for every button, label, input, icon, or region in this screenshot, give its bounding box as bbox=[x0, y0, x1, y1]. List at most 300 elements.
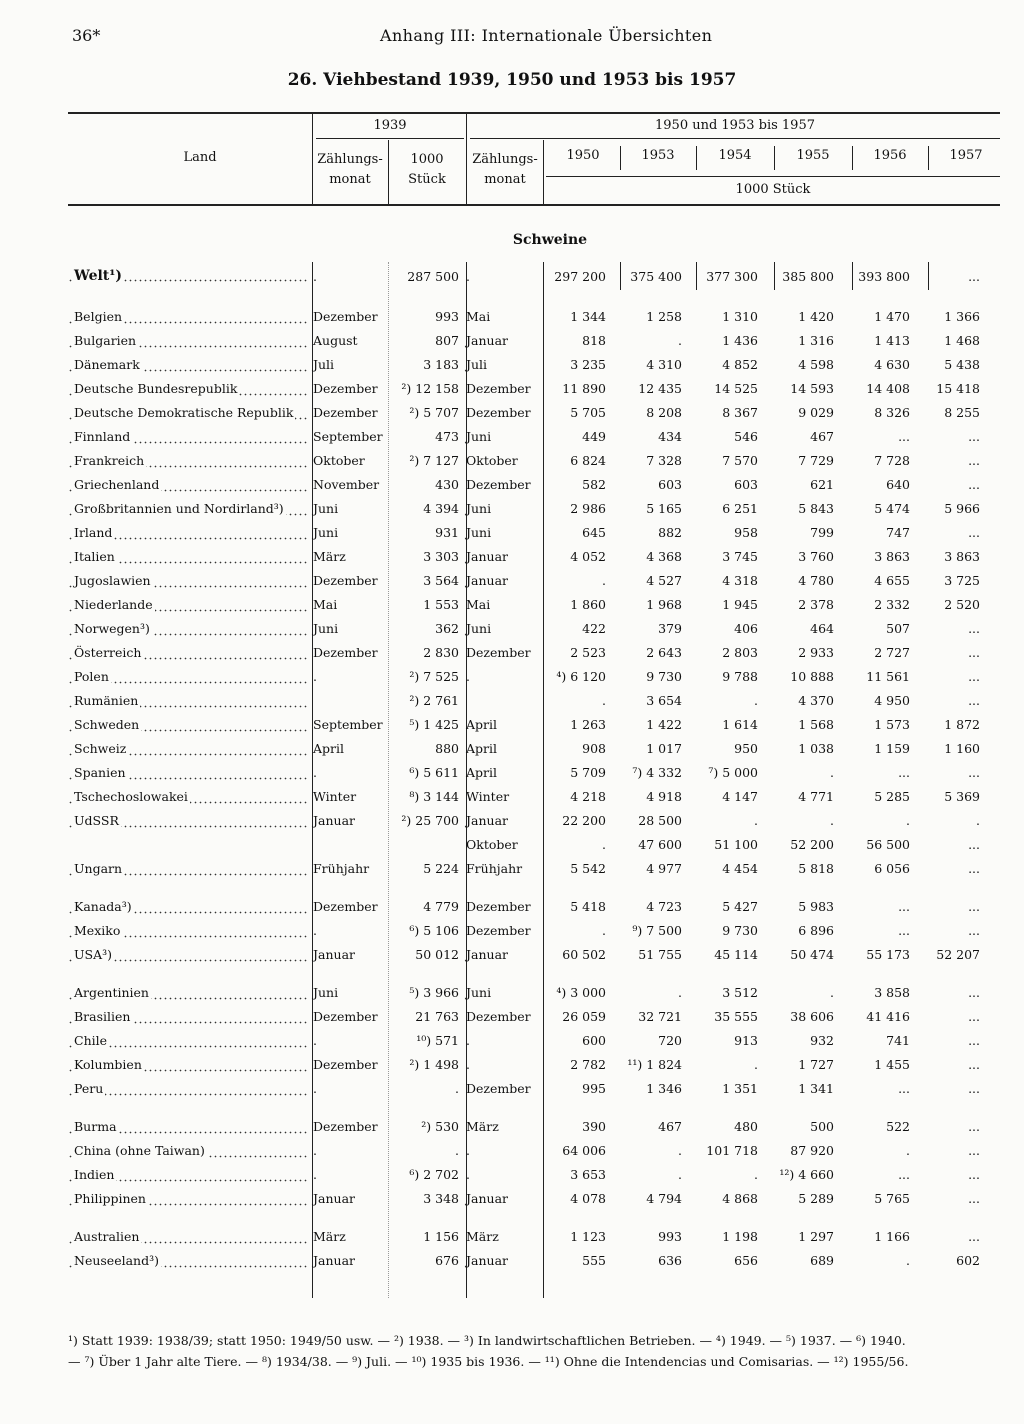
table-row bbox=[68, 640, 994, 664]
value-cell: ¹⁰) 571 bbox=[416, 1032, 459, 1048]
month-cell: Winter bbox=[313, 788, 357, 804]
country-cell bbox=[68, 1004, 309, 1028]
value-cell: 913 bbox=[734, 1032, 758, 1048]
value-cell: . bbox=[830, 984, 834, 1000]
value-cell: 4 527 bbox=[646, 572, 682, 588]
value-cell: 4 630 bbox=[874, 356, 910, 372]
table-row bbox=[68, 568, 994, 592]
value-cell: ²) 12 158 bbox=[401, 380, 459, 396]
value-cell: . bbox=[830, 764, 834, 780]
value-cell: 4 454 bbox=[722, 860, 758, 876]
value-cell: 4 779 bbox=[423, 898, 459, 914]
month-cell: März bbox=[466, 1228, 499, 1244]
value-cell: 1 310 bbox=[722, 308, 758, 324]
value-cell: ⁸) 3 144 bbox=[409, 788, 459, 804]
country-label: Norwegen³) bbox=[74, 620, 150, 636]
country-label: China (ohne Taiwan) bbox=[74, 1142, 205, 1158]
value-cell: 4 868 bbox=[722, 1190, 758, 1206]
table-row bbox=[68, 1052, 994, 1076]
value-cell: 993 bbox=[435, 308, 459, 324]
value-cell: 8 326 bbox=[874, 404, 910, 420]
value-cell: 4 394 bbox=[423, 500, 459, 516]
value-cell: 287 500 bbox=[407, 268, 459, 284]
value-cell: ⁴) 3 000 bbox=[556, 984, 606, 1000]
value-cell: ⁷) 4 332 bbox=[632, 764, 682, 780]
value-cell: 2 830 bbox=[423, 644, 459, 660]
value-cell: ... bbox=[968, 268, 980, 284]
value-cell bbox=[386, 832, 462, 856]
country-cell bbox=[68, 942, 309, 966]
value-cell: 1 470 bbox=[874, 308, 910, 324]
value-cell: 32 721 bbox=[638, 1008, 682, 1024]
value-cell: 5 285 bbox=[874, 788, 910, 804]
value-cell: 9 029 bbox=[798, 404, 834, 420]
value-cell: 362 bbox=[435, 620, 459, 636]
value-cell: 1 297 bbox=[798, 1228, 834, 1244]
country-cell bbox=[68, 544, 309, 568]
country-label: Neuseeland³) bbox=[74, 1252, 159, 1268]
value-cell: 56 500 bbox=[866, 836, 910, 852]
month-cell: Juni bbox=[313, 620, 339, 636]
row-spacer bbox=[68, 966, 994, 980]
value-cell: 38 606 bbox=[790, 1008, 834, 1024]
value-cell: 1 017 bbox=[646, 740, 682, 756]
table-header-bottom-rule bbox=[68, 204, 1000, 206]
month-cell: . bbox=[466, 668, 470, 684]
value-cell: ... bbox=[898, 898, 910, 914]
value-cell: ... bbox=[898, 922, 910, 938]
country-cell bbox=[68, 1052, 309, 1076]
value-cell: ... bbox=[968, 860, 980, 876]
value-cell: 3 235 bbox=[570, 356, 606, 372]
country-label: Indien bbox=[74, 1166, 115, 1182]
value-cell: ... bbox=[968, 984, 980, 1000]
value-cell: 4 780 bbox=[798, 572, 834, 588]
month-cell: März bbox=[466, 1118, 499, 1134]
country-label: Kanada³) bbox=[74, 898, 132, 914]
value-cell: 818 bbox=[582, 332, 606, 348]
value-cell: ... bbox=[968, 1032, 980, 1048]
month-cell: April bbox=[466, 740, 497, 756]
value-cell: ⁶) 5 611 bbox=[409, 764, 459, 780]
country-cell bbox=[68, 832, 309, 856]
value-cell: 430 bbox=[435, 476, 459, 492]
country-cell bbox=[68, 376, 309, 400]
value-cell: 297 200 bbox=[554, 268, 606, 284]
value-cell: 522 bbox=[886, 1118, 910, 1134]
country-label: Chile bbox=[74, 1032, 108, 1048]
value-cell: 621 bbox=[810, 476, 834, 492]
month-cell: November bbox=[313, 476, 380, 492]
value-cell: 60 502 bbox=[562, 946, 606, 962]
value-cell: 689 bbox=[810, 1252, 834, 1268]
value-cell: 406 bbox=[734, 620, 758, 636]
value-cell: 4 950 bbox=[874, 692, 910, 708]
table-row bbox=[68, 760, 994, 784]
table-row bbox=[68, 1004, 994, 1028]
value-cell: 1 263 bbox=[570, 716, 606, 732]
month-cell: Mai bbox=[466, 308, 491, 324]
value-cell: 22 200 bbox=[562, 812, 606, 828]
value-cell: 7 729 bbox=[798, 452, 834, 468]
value-cell: 3 654 bbox=[646, 692, 682, 708]
value-cell: 9 788 bbox=[722, 668, 758, 684]
value-cell: 3 858 bbox=[874, 984, 910, 1000]
value-cell: 379 bbox=[658, 620, 682, 636]
value-cell: 51 100 bbox=[714, 836, 758, 852]
value-cell: 4 723 bbox=[646, 898, 682, 914]
value-cell: 3 348 bbox=[423, 1190, 459, 1206]
value-cell: 5 165 bbox=[646, 500, 682, 516]
page-number: 36* bbox=[72, 26, 101, 45]
table-row bbox=[68, 808, 994, 832]
value-cell: 1 344 bbox=[570, 308, 606, 324]
value-cell: 6 056 bbox=[874, 860, 910, 876]
value-cell: 645 bbox=[582, 524, 606, 540]
value-cell: 4 918 bbox=[646, 788, 682, 804]
value-cell: 602 bbox=[956, 1252, 980, 1268]
month-cell: März bbox=[313, 548, 346, 564]
value-cell: 6 824 bbox=[570, 452, 606, 468]
value-cell: 26 059 bbox=[562, 1008, 606, 1024]
value-cell: 4 052 bbox=[570, 548, 606, 564]
country-cell bbox=[68, 894, 309, 918]
country-label: Österreich bbox=[74, 644, 142, 660]
country-label: Dänemark bbox=[74, 356, 140, 372]
month-cell: Januar bbox=[466, 332, 508, 348]
value-cell: 390 bbox=[582, 1118, 606, 1134]
value-cell: 958 bbox=[734, 524, 758, 540]
value-cell: 950 bbox=[734, 740, 758, 756]
value-cell: ... bbox=[968, 428, 980, 444]
table-top-rule bbox=[68, 112, 1000, 114]
value-cell: ... bbox=[968, 1142, 980, 1158]
value-cell: 2 332 bbox=[874, 596, 910, 612]
value-cell: 5 438 bbox=[944, 356, 980, 372]
country-cell bbox=[68, 1076, 309, 1100]
month-cell: . bbox=[313, 268, 317, 284]
month-cell: . bbox=[313, 668, 317, 684]
month-cell bbox=[462, 688, 539, 712]
month-cell: Dezember bbox=[313, 898, 378, 914]
value-cell: 555 bbox=[582, 1252, 606, 1268]
value-cell: 8 255 bbox=[944, 404, 980, 420]
value-cell: ... bbox=[968, 476, 980, 492]
month-cell: Juni bbox=[313, 524, 339, 540]
livestock-table bbox=[68, 262, 994, 1272]
country-label: Rumänien bbox=[74, 692, 139, 708]
value-cell: ... bbox=[968, 452, 980, 468]
month-cell: September bbox=[313, 428, 383, 444]
value-cell: 1 436 bbox=[722, 332, 758, 348]
country-cell bbox=[68, 262, 309, 290]
value-cell: 5 966 bbox=[944, 500, 980, 516]
value-cell: 741 bbox=[886, 1032, 910, 1048]
col-header-year: 1957 bbox=[949, 148, 983, 163]
value-cell: ... bbox=[898, 1166, 910, 1182]
value-cell: ... bbox=[968, 1228, 980, 1244]
table-row bbox=[68, 736, 994, 760]
value-cell: 1 727 bbox=[798, 1056, 834, 1072]
col-header-1000-stueck-1939: 1000 Stück bbox=[408, 152, 446, 187]
table-row bbox=[68, 304, 994, 328]
spacer-cell bbox=[68, 880, 994, 894]
month-cell: . bbox=[313, 764, 317, 780]
table-row bbox=[68, 832, 994, 856]
value-cell: . bbox=[455, 1080, 459, 1096]
month-cell: Juni bbox=[313, 984, 339, 1000]
value-cell: . bbox=[976, 812, 980, 828]
table-row bbox=[68, 918, 994, 942]
value-cell: 2 782 bbox=[570, 1056, 606, 1072]
country-label: Belgien bbox=[74, 308, 123, 324]
value-cell: 52 207 bbox=[936, 946, 980, 962]
country-label: UdSSR bbox=[74, 812, 119, 828]
country-cell bbox=[68, 1028, 309, 1052]
value-cell: 28 500 bbox=[638, 812, 682, 828]
value-cell: 500 bbox=[810, 1118, 834, 1134]
value-cell: 932 bbox=[810, 1032, 834, 1048]
country-cell bbox=[68, 712, 309, 736]
month-cell: . bbox=[466, 1056, 470, 1072]
value-cell: 5 705 bbox=[570, 404, 606, 420]
country-label: Schweiz bbox=[74, 740, 127, 756]
value-cell: 1 413 bbox=[874, 332, 910, 348]
value-cell: 2 803 bbox=[722, 644, 758, 660]
country-cell bbox=[68, 592, 309, 616]
value-cell: ... bbox=[968, 620, 980, 636]
value-cell: 393 800 bbox=[858, 268, 910, 284]
country-cell bbox=[68, 918, 309, 942]
month-cell: September bbox=[313, 716, 383, 732]
month-cell: Juli bbox=[313, 356, 335, 372]
country-label: Spanien bbox=[74, 764, 126, 780]
value-cell: 3 653 bbox=[570, 1166, 606, 1182]
value-cell: 464 bbox=[810, 620, 834, 636]
value-cell: 9 730 bbox=[722, 922, 758, 938]
month-cell: Juni bbox=[466, 620, 492, 636]
value-cell: 5 224 bbox=[423, 860, 459, 876]
value-cell: ... bbox=[968, 1166, 980, 1182]
country-cell bbox=[68, 520, 309, 544]
country-label: Ungarn bbox=[74, 860, 123, 876]
country-label: Tschechoslowakei bbox=[74, 788, 188, 804]
rule-1939 bbox=[316, 138, 464, 139]
value-cell: 5 474 bbox=[874, 500, 910, 516]
country-cell bbox=[68, 1186, 309, 1210]
spacer-cell bbox=[68, 1210, 994, 1224]
country-cell bbox=[68, 784, 309, 808]
value-cell: 14 593 bbox=[790, 380, 834, 396]
value-cell: 4 310 bbox=[646, 356, 682, 372]
value-cell: 2 378 bbox=[798, 596, 834, 612]
value-cell: 2 520 bbox=[944, 596, 980, 612]
month-cell: Dezember bbox=[466, 898, 531, 914]
value-cell: 676 bbox=[435, 1252, 459, 1268]
value-cell: 14 408 bbox=[866, 380, 910, 396]
table-row bbox=[68, 496, 994, 520]
value-cell: 1 420 bbox=[798, 308, 834, 324]
month-cell: . bbox=[466, 1166, 470, 1182]
table-row bbox=[68, 352, 994, 376]
month-cell: Dezember bbox=[466, 380, 531, 396]
value-cell: . bbox=[754, 1056, 758, 1072]
value-cell: 15 418 bbox=[936, 380, 980, 396]
value-cell: 375 400 bbox=[630, 268, 682, 284]
value-cell: 1 316 bbox=[798, 332, 834, 348]
month-cell: Juni bbox=[466, 984, 492, 1000]
country-cell bbox=[68, 688, 309, 712]
month-cell bbox=[309, 688, 386, 712]
value-cell: 5 983 bbox=[798, 898, 834, 914]
value-cell: 5 289 bbox=[798, 1190, 834, 1206]
table-row bbox=[68, 1248, 994, 1272]
country-cell bbox=[68, 736, 309, 760]
table-row bbox=[68, 1076, 994, 1100]
table-row bbox=[68, 784, 994, 808]
country-label: Argentinien bbox=[74, 984, 149, 1000]
value-cell: ⁶) 5 106 bbox=[409, 922, 459, 938]
value-cell: . bbox=[678, 984, 682, 1000]
value-cell: 4 370 bbox=[798, 692, 834, 708]
value-cell: 467 bbox=[810, 428, 834, 444]
value-cell: 8 367 bbox=[722, 404, 758, 420]
value-cell: 2 986 bbox=[570, 500, 606, 516]
value-cell: 995 bbox=[582, 1080, 606, 1096]
country-cell bbox=[68, 980, 309, 1004]
value-cell: 64 006 bbox=[562, 1142, 606, 1158]
country-label: Frankreich bbox=[74, 452, 145, 468]
country-cell bbox=[68, 568, 309, 592]
value-cell: . bbox=[906, 812, 910, 828]
col-header-land: Land bbox=[183, 150, 217, 165]
value-cell: 546 bbox=[734, 428, 758, 444]
month-cell: Januar bbox=[466, 1252, 508, 1268]
value-cell: 3 863 bbox=[874, 548, 910, 564]
country-label: Schweden bbox=[74, 716, 140, 732]
value-cell: ²) 530 bbox=[421, 1118, 459, 1134]
value-cell: 720 bbox=[658, 1032, 682, 1048]
running-title: Anhang III: Internationale Übersichten bbox=[380, 26, 713, 45]
value-cell: ⁶) 2 702 bbox=[409, 1166, 459, 1182]
month-cell: Dezember bbox=[466, 404, 531, 420]
month-cell: Juni bbox=[313, 500, 339, 516]
value-cell: 1 351 bbox=[722, 1080, 758, 1096]
month-cell: . bbox=[466, 1032, 470, 1048]
value-cell: ²) 7 525 bbox=[409, 668, 459, 684]
country-label: Bulgarien bbox=[74, 332, 137, 348]
country-label: Peru bbox=[74, 1080, 104, 1096]
value-cell: 747 bbox=[886, 524, 910, 540]
month-cell: Dezember bbox=[313, 380, 378, 396]
value-cell: ... bbox=[968, 692, 980, 708]
table-row bbox=[68, 616, 994, 640]
country-label: Niederlande bbox=[74, 596, 153, 612]
value-cell: ... bbox=[968, 1118, 980, 1134]
value-cell: 1 258 bbox=[646, 308, 682, 324]
value-cell: ... bbox=[968, 764, 980, 780]
table-row bbox=[68, 400, 994, 424]
month-cell: Oktober bbox=[313, 452, 365, 468]
value-cell: . bbox=[678, 1166, 682, 1182]
value-cell: 6 896 bbox=[798, 922, 834, 938]
value-cell: 4 977 bbox=[646, 860, 682, 876]
table-row bbox=[68, 592, 994, 616]
value-cell: 5 818 bbox=[798, 860, 834, 876]
value-cell: 5 418 bbox=[570, 898, 606, 914]
month-cell: Dezember bbox=[313, 572, 378, 588]
value-cell: 35 555 bbox=[714, 1008, 758, 1024]
spacer-cell bbox=[68, 1100, 994, 1114]
table-row bbox=[68, 1162, 994, 1186]
value-cell: 3 863 bbox=[944, 548, 980, 564]
table-row bbox=[68, 942, 994, 966]
table-row bbox=[68, 376, 994, 400]
value-cell: ... bbox=[968, 668, 980, 684]
month-cell: Winter bbox=[466, 788, 510, 804]
value-cell: . bbox=[602, 692, 606, 708]
value-cell: . bbox=[602, 922, 606, 938]
value-cell: ... bbox=[898, 1080, 910, 1096]
value-cell: 2 643 bbox=[646, 644, 682, 660]
country-cell bbox=[68, 1114, 309, 1138]
month-cell: April bbox=[466, 716, 497, 732]
value-cell: 11 890 bbox=[562, 380, 606, 396]
value-cell: 4 655 bbox=[874, 572, 910, 588]
value-cell: . bbox=[754, 692, 758, 708]
value-cell: 1 614 bbox=[722, 716, 758, 732]
rule-years bbox=[546, 176, 1000, 177]
month-cell: Januar bbox=[466, 946, 508, 962]
value-cell: 1 568 bbox=[798, 716, 834, 732]
value-cell: 1 123 bbox=[570, 1228, 606, 1244]
value-cell: . bbox=[830, 812, 834, 828]
country-label: USA³) bbox=[74, 946, 113, 962]
month-cell: . bbox=[313, 1142, 317, 1158]
value-cell: 4 147 bbox=[722, 788, 758, 804]
value-cell: 1 346 bbox=[646, 1080, 682, 1096]
value-cell: 1 166 bbox=[874, 1228, 910, 1244]
value-cell: ⁷) 5 000 bbox=[708, 764, 758, 780]
value-cell: 5 427 bbox=[722, 898, 758, 914]
month-cell: Juni bbox=[466, 500, 492, 516]
value-cell: 55 173 bbox=[866, 946, 910, 962]
month-cell: Dezember bbox=[466, 922, 531, 938]
month-cell: April bbox=[466, 764, 497, 780]
country-label: Polen bbox=[74, 668, 109, 684]
value-cell: 1 038 bbox=[798, 740, 834, 756]
value-cell: 1 366 bbox=[944, 308, 980, 324]
value-cell: 931 bbox=[435, 524, 459, 540]
month-cell: . bbox=[313, 922, 317, 938]
country-cell bbox=[68, 808, 309, 832]
table-row bbox=[68, 328, 994, 352]
value-cell: . bbox=[906, 1252, 910, 1268]
value-cell: 656 bbox=[734, 1252, 758, 1268]
value-cell: 9 730 bbox=[646, 668, 682, 684]
value-cell: ²) 25 700 bbox=[401, 812, 459, 828]
value-cell: 880 bbox=[435, 740, 459, 756]
row-spacer bbox=[68, 290, 994, 304]
footnotes bbox=[68, 1330, 978, 1372]
col-header-zaehlungsmonat-1939: Zählungs- monat bbox=[317, 152, 383, 187]
value-cell: ... bbox=[968, 1008, 980, 1024]
country-cell bbox=[68, 1224, 309, 1248]
col-header-year: 1950 bbox=[566, 148, 600, 163]
table-row bbox=[68, 1028, 994, 1052]
value-cell: 7 570 bbox=[722, 452, 758, 468]
country-label: Irland bbox=[74, 524, 113, 540]
